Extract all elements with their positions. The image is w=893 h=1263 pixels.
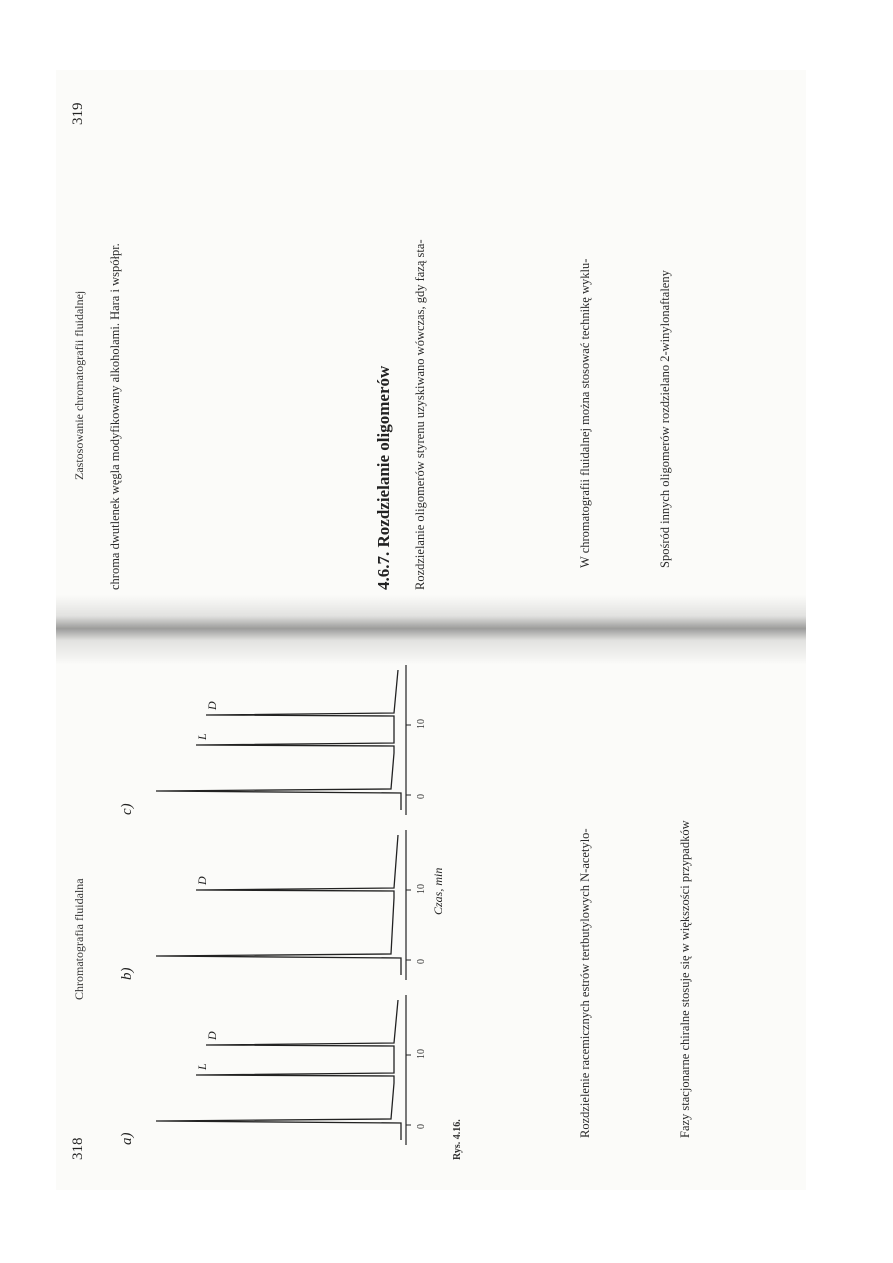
peak-label: L (195, 733, 209, 740)
right-paragraph-4-text: Spośród innych oligomerów rozdzielano 2-winylonaftaleny (658, 270, 672, 568)
axis-tick-label: 0 (416, 959, 427, 964)
right-paragraph-1-text: chroma dwutlenek węgla modyfikowany alkoholami. Hara i współpr. (108, 243, 122, 590)
axis-tick-label: 10 (416, 719, 427, 729)
right-paragraph-2-text: Rozdzielanie oligomerów styrenu uzyskiwano wówczas, gdy fazą sta- (413, 239, 427, 590)
section-heading: 4.6.7. Rozdzielanie oligomerów (374, 365, 393, 590)
axis-tick-label: 10 (416, 884, 427, 894)
axis-tick-label: 0 (416, 794, 427, 799)
right-paragraph-4 (656, 110, 675, 590)
figure-caption-label: Rys. 4.16. (452, 1119, 463, 1160)
page-number-left: 318 (70, 1137, 86, 1160)
chromatogram-trace (156, 670, 401, 810)
peak-label: D (205, 1031, 219, 1040)
running-head-right: Zastosowanie chromatografii fluidalnej (72, 290, 86, 480)
figure-caption (451, 670, 465, 1160)
right-page (56, 70, 806, 630)
left-paragraph-2 (676, 670, 695, 1160)
page-number-right: 319 (70, 102, 86, 125)
right-paragraph-1 (106, 110, 125, 590)
panel-label: c) (119, 803, 135, 815)
axis-tick-label: 0 (416, 1124, 427, 1129)
right-paragraph-3 (576, 110, 595, 590)
axis-tick-label: 10 (416, 1049, 427, 1059)
right-paragraph-3-text: W chromatografii fluidalnej można stosować technikę wyklu- (578, 258, 592, 568)
running-head-left: Chromatografia fluidalna (72, 878, 86, 1000)
chromatogram-trace (156, 835, 401, 975)
panel-label: a) (119, 1132, 135, 1145)
peak-label: D (195, 876, 209, 885)
left-paragraph-2-text: Fazy stacjonarne chiralne stosuje się w większości przypadków (678, 820, 692, 1138)
left-paragraph-1 (576, 670, 595, 1160)
left-paragraph-1-text: Rozdzielenie racemicznych estrów tertbutylowych N-acetylo- (578, 828, 592, 1138)
peak-label: D (205, 701, 219, 710)
peak-label: L (195, 1063, 209, 1070)
panel-label: b) (119, 967, 135, 980)
book-gutter-shadow (56, 595, 806, 665)
chromatogram-trace (156, 1000, 401, 1140)
left-page (56, 630, 806, 1190)
x-axis-label: Czas, min (431, 867, 445, 915)
book-spread (56, 70, 806, 1190)
chromatogram-figure (106, 660, 446, 1160)
right-paragraph-2 (411, 110, 430, 590)
